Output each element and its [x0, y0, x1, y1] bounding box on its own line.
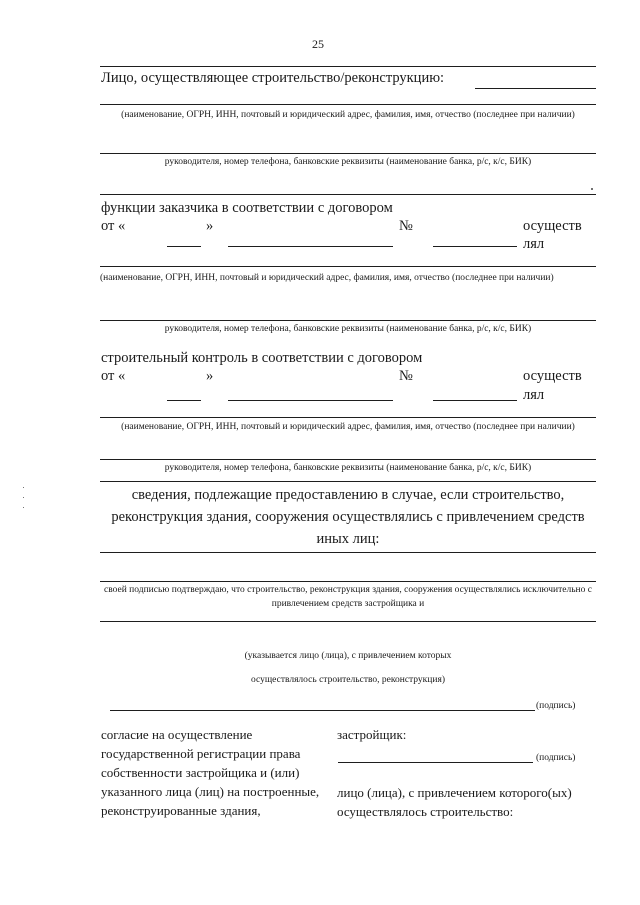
control-number-sign: № — [399, 368, 413, 384]
funds-line-2[interactable] — [100, 581, 596, 582]
control-note-2: руководителя, номер телефона, банковские реквизиты (наименование банка, р/с, к/с, БИК) — [164, 463, 532, 473]
customer-from-open: от « — [101, 218, 126, 234]
customer-heading: функции заказчика в соответствии с договором — [101, 200, 393, 216]
stray-mark — [591, 188, 593, 190]
customer-date-month-blank[interactable] — [228, 246, 393, 247]
funds-confirm-note: своей подписью подтверждаю, что строительство, реконструкция здания, сооружения осуществлялись исключительно с привлечением средств застройщика и — [104, 585, 592, 609]
page-number: 25 — [312, 37, 324, 51]
builder-note-2: руководителя, номер телефона, банковские реквизиты (наименование банка, р/с, к/с, БИК) — [164, 157, 532, 167]
funds-indicated-line2: осуществлялось строительство, реконструкция) — [251, 675, 445, 685]
builder-heading-blank[interactable] — [475, 88, 596, 89]
customer-number-blank[interactable] — [433, 246, 517, 247]
control-note-1: (наименование, ОГРН, ИНН, почтовый и юридический адрес, фамилия, имя, отчество (последнее при наличии) — [121, 422, 575, 432]
customer-number-sign: № — [399, 218, 413, 234]
consent-left-text: согласие на осуществление государственной регистрации права собственности застройщика и (или) указанного лица (лиц) на построенные, реконструированные здания, — [101, 727, 320, 818]
customer-note-1: (наименование, ОГРН, ИНН, почтовый и юридический адрес, фамилия, имя, отчество (последнее при наличии) — [100, 273, 554, 283]
control-verb-part1: осуществ — [523, 368, 582, 384]
customer-date-day-blank[interactable] — [167, 246, 201, 247]
person-label: лицо (лица), с привлечением которого(ых) осуществлялось строительство: — [337, 785, 572, 819]
builder-end-line[interactable] — [100, 194, 596, 195]
builder-details-line[interactable] — [100, 153, 596, 154]
control-verb-part2: лял — [523, 387, 545, 403]
control-number-blank[interactable] — [433, 400, 517, 401]
customer-from-close: » — [206, 218, 214, 234]
customer-details-line[interactable] — [100, 320, 596, 321]
builder-name-line[interactable] — [100, 104, 596, 105]
developer-signature-label: (подпись) — [536, 753, 576, 763]
funds-line-3[interactable] — [100, 621, 596, 622]
customer-note-2: руководителя, номер телефона, банковские реквизиты (наименование банка, р/с, к/с, БИК) — [164, 324, 532, 334]
control-name-line[interactable] — [100, 417, 596, 418]
funds-signature-label: (подпись) — [536, 701, 576, 711]
top-rule — [100, 66, 596, 67]
control-details-line[interactable] — [100, 459, 596, 460]
scan-speck-2 — [23, 497, 24, 498]
control-date-day-blank[interactable] — [167, 400, 201, 401]
customer-verb-part1: осуществ — [523, 218, 582, 234]
control-date-month-blank[interactable] — [228, 400, 393, 401]
customer-name-line[interactable] — [100, 266, 596, 267]
builder-heading: Лицо, осуществляющее строительство/реконструкцию: — [101, 70, 445, 86]
builder-note-1: (наименование, ОГРН, ИНН, почтовый и юридический адрес, фамилия, имя, отчество (последнее при наличии) — [121, 110, 575, 120]
control-from-close: » — [206, 368, 214, 384]
funds-indicated-line1: (указывается лицо (лица), с привлечением которых — [244, 651, 452, 661]
control-end-line[interactable] — [100, 481, 596, 482]
control-heading: строительный контроль в соответствии с договором — [101, 350, 423, 366]
scan-speck-3 — [23, 507, 24, 508]
customer-verb-part2: лял — [523, 236, 545, 252]
scan-speck-1 — [23, 487, 24, 488]
funds-line-1[interactable] — [100, 552, 596, 553]
developer-label: застройщик: — [337, 727, 407, 742]
developer-signature-line[interactable] — [338, 762, 533, 763]
control-from-open: от « — [101, 368, 126, 384]
funds-signature-line[interactable] — [110, 710, 535, 711]
funds-heading: сведения, подлежащие предоставлению в случае, если строительство, реконструкция здания, сооружения осуществлялись с привлечением средств иных лиц: — [111, 487, 585, 547]
